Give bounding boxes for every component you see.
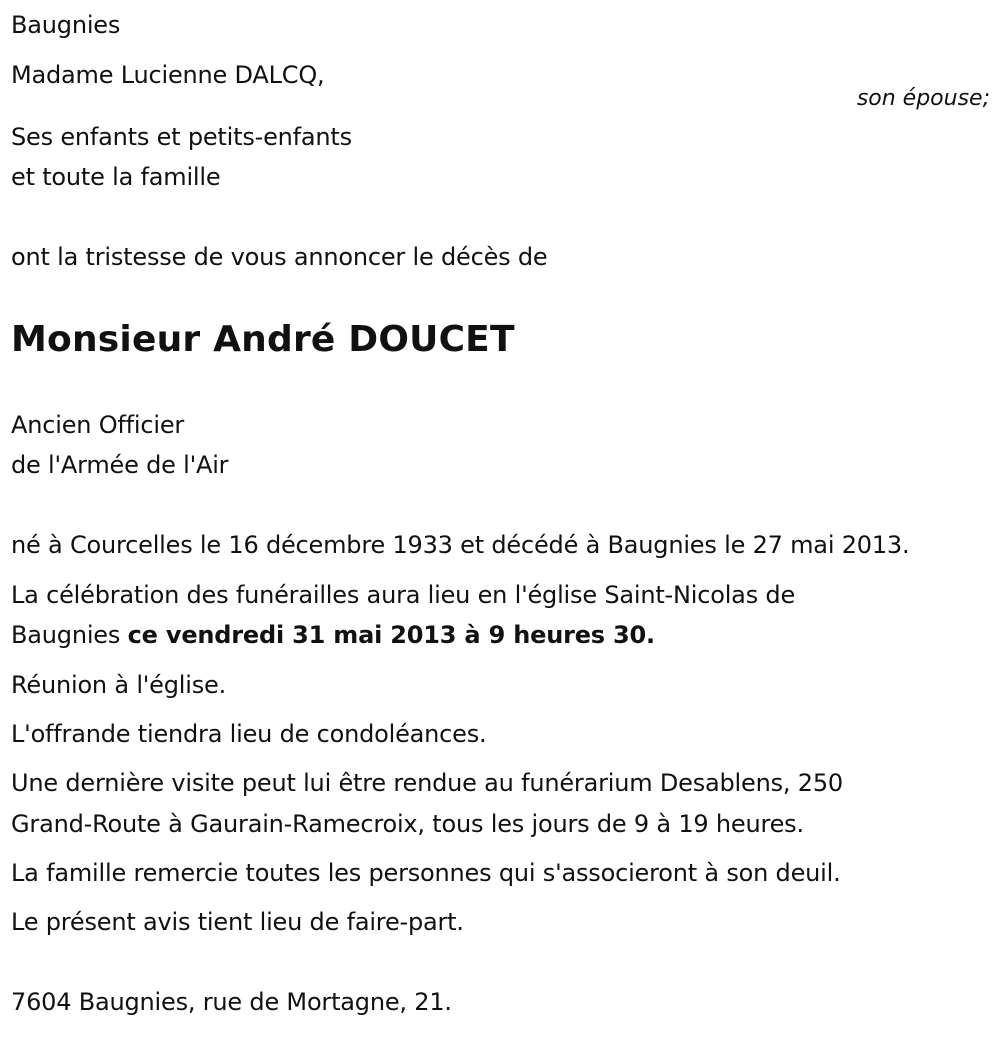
thanks-line: La famille remercie toutes les personnes qui s'associeront à son deuil. (11, 859, 841, 887)
meeting-line: Réunion à l'église. (11, 671, 227, 699)
birth-death-line: né à Courcelles le 16 décembre 1933 et décédé à Baugnies le 27 mai 2013. (11, 531, 910, 559)
place-line: Baugnies (11, 11, 121, 39)
widow-name: Madame Lucienne DALCQ, (11, 61, 325, 89)
family-line: et toute la famille (11, 163, 221, 191)
visit-line2: Grand-Route à Gaurain-Ramecroix, tous les jours de 9 à 19 heures. (11, 810, 804, 838)
deceased-title-line1: Ancien Officier (11, 411, 185, 439)
offering-line: L'offrande tiendra lieu de condoléances. (11, 720, 487, 748)
address-line: 7604 Baugnies, rue de Mortagne, 21. (11, 988, 452, 1016)
funeral-datetime: ce vendredi 31 mai 2013 à 9 heures 30. (127, 621, 655, 649)
funeral-place: Baugnies (11, 621, 121, 649)
visit-line1: Une dernière visite peut lui être rendue au funérarium Desablens, 250 (11, 769, 843, 797)
funeral-line2 (11, 620, 655, 650)
deceased-name: Monsieur André DOUCET (11, 319, 515, 360)
children-line: Ses enfants et petits-enfants (11, 123, 352, 151)
funeral-line1: La célébration des funérailles aura lieu en l'église Saint-Nicolas de (11, 581, 796, 609)
deceased-title-line2: de l'Armée de l'Air (11, 451, 229, 479)
widow-relation: son épouse; (856, 86, 990, 111)
announcement-text: ont la tristesse de vous annoncer le décès de (11, 243, 548, 271)
notice-line: Le présent avis tient lieu de faire-part. (11, 908, 464, 936)
